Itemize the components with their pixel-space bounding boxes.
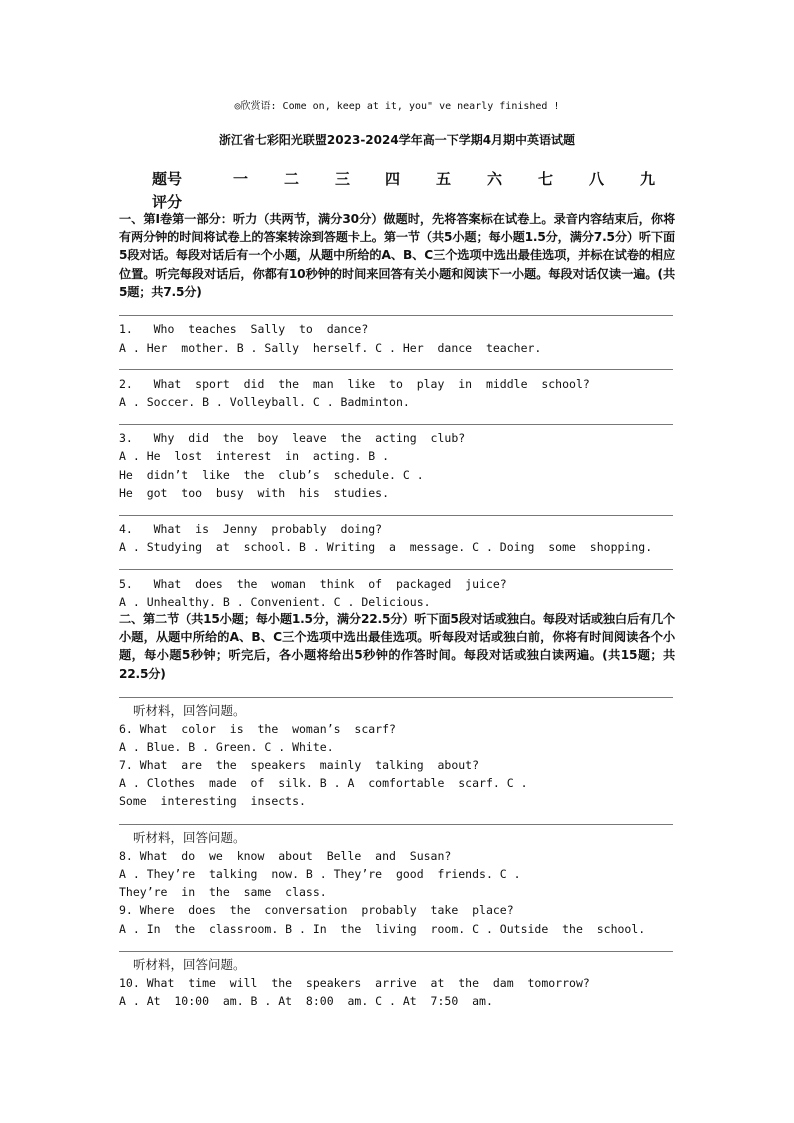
material-prompt: 听材料，回答问题。	[133, 703, 246, 718]
question-7: 7. What are the speakers mainly talking about?	[119, 758, 480, 772]
question-4-options: A . Studying at school. B . Writing a message. C . Doing some shopping.	[119, 540, 653, 554]
question-8-options: They’re in the same class.	[119, 885, 327, 899]
score-table-column: 七	[538, 170, 554, 188]
question-10-options: A . At 10:00 am. B . At 8:00 am. C . At 7:50 am.	[119, 994, 493, 1008]
score-table-column: 八	[589, 170, 605, 188]
material-prompt: 听材料，回答问题。	[133, 830, 246, 845]
material-prompt: 听材料，回答问题。	[133, 957, 246, 972]
score-table-column: 四	[385, 170, 401, 188]
question-6-options: A . Blue. B . Green. C . White.	[119, 740, 334, 754]
question-6: 6. What color is the woman’s scarf?	[119, 722, 396, 736]
question-3-options: He got too busy with his studies.	[119, 486, 390, 500]
question-4: 4. What is Jenny probably doing?	[119, 522, 383, 536]
score-table-header-row	[152, 168, 662, 190]
question-2-options: A . Soccer. B . Volleyball. C . Badminton.	[119, 395, 410, 409]
question-9: 9. Where does the conversation probably take place?	[119, 903, 514, 917]
question-10: 10. What time will the speakers arrive at the dam tomorrow?	[119, 976, 590, 990]
question-9-options: A . In the classroom. B . In the living room. C . Outside the school.	[119, 922, 646, 936]
section1-instructions: 一、第Ⅰ卷第一部分：听力（共两节，满分30分）做题时，先将答案标在试卷上。录音内容结束后，你将有两分钟的时间将试卷上的答案转涂到答题卡上。第一节（共5小题；每小题1.5分，满分7.5分）听下面5段对话。每段对话后有一个小题，从题中所给的A、B、C三个选项中选出最佳选项，并标在试卷的相应位置。听完每段对话后，你都有10秒钟的时间来回答有关小题和阅读下一小题。每段对话仅读一遍。(共5题；共7.5分)	[119, 212, 675, 299]
divider	[119, 424, 673, 425]
divider	[119, 315, 673, 316]
divider	[119, 569, 673, 570]
score-table-row-label: 题号	[152, 170, 183, 188]
question-2: 2. What sport did the man like to play in middle school?	[119, 377, 590, 391]
score-table-score-label: 评分	[152, 193, 183, 211]
divider	[119, 369, 673, 370]
question-3: 3. Why did the boy leave the acting club?	[119, 431, 466, 445]
divider	[119, 515, 673, 516]
divider	[119, 697, 673, 698]
divider	[119, 951, 673, 952]
question-8: 8. What do we know about Belle and Susan?	[119, 849, 452, 863]
question-3-options: A . He lost interest in acting. B .	[119, 449, 390, 463]
divider	[119, 824, 673, 825]
question-5: 5. What does the woman think of packaged juice?	[119, 577, 507, 591]
question-5-options: A . Unhealthy. B . Convenient. C . Delicious.	[119, 595, 431, 609]
question-7-options: Some interesting insects.	[119, 794, 306, 808]
question-1: 1. Who teaches Sally to dance?	[119, 322, 369, 336]
question-8-options: A . They’re talking now. B . They’re good friends. C .	[119, 867, 521, 881]
header-note: ◎欣赏语: Come on, keep at it, you" ve nearly finished !	[234, 101, 560, 112]
page-title: 浙江省七彩阳光联盟2023-2024学年高一下学期4月期中英语试题	[218, 133, 576, 147]
score-table-column: 二	[284, 170, 300, 188]
score-table-column: 五	[436, 170, 452, 188]
question-7-options: A . Clothes made of silk. B . A comfortable scarf. C .	[119, 776, 528, 790]
score-table-column: 六	[487, 170, 503, 188]
question-1-options: A . Her mother. B . Sally herself. C . Her dance teacher.	[119, 341, 542, 355]
score-table-column: 三	[335, 170, 351, 188]
score-table-column: 九	[640, 170, 656, 188]
score-table-column: 一	[233, 170, 249, 188]
section2-instructions: 二、第二节（共15小题；每小题1.5分，满分22.5分）听下面5段对话或独白。每段对话或独白后有几个小题，从题中所给的A、B、C三个选项中选出最佳选项。听每段对话或独白前，你将有时间阅读各个小题，每小题5秒钟；听完后，各小题将给出5秒钟的作答时间。每段对话或独白读两遍。(共15题；共22.5分)	[119, 612, 675, 681]
question-3-options: He didn’t like the club’s schedule. C .	[119, 468, 424, 482]
